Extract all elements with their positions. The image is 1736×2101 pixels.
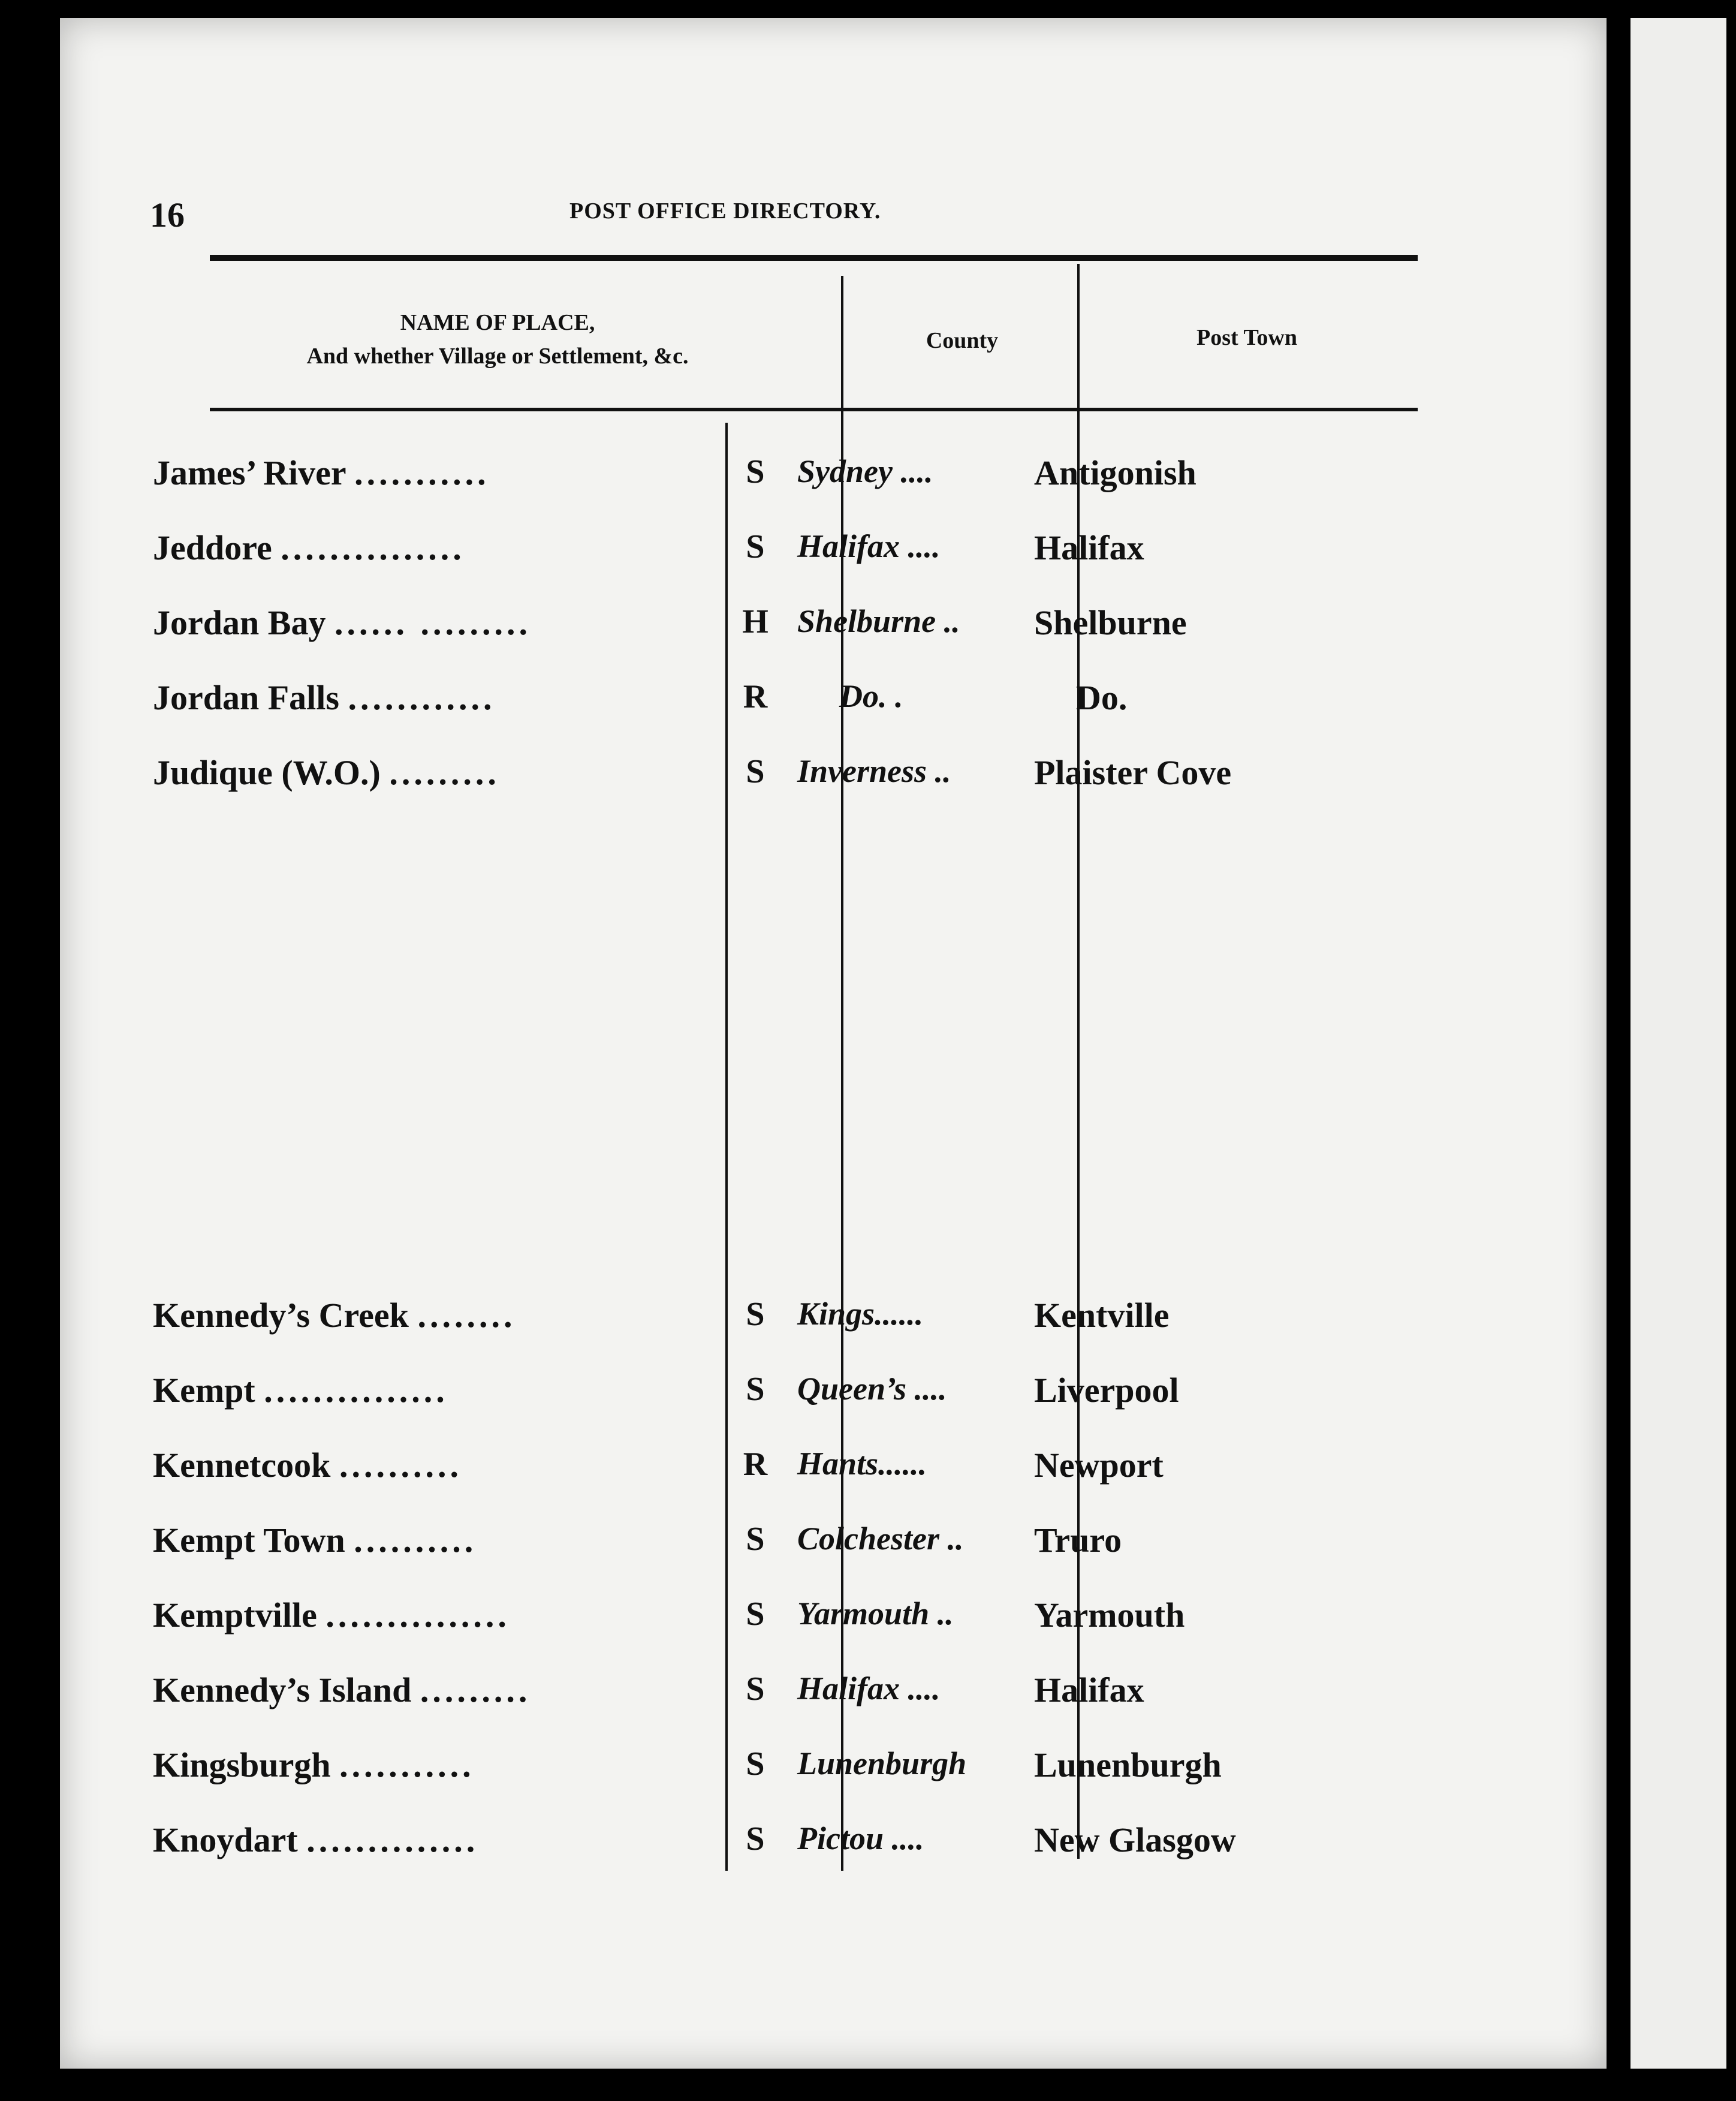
running-head: POST OFFICE DIRECTORY. xyxy=(569,198,881,224)
place-post-town: Lunenburgh xyxy=(1034,1745,1222,1784)
place-post-town: Plaister Cove xyxy=(1034,753,1232,792)
place-post-town: Do. xyxy=(1076,678,1128,717)
place-name: Jeddore ............... xyxy=(153,528,465,567)
table-row xyxy=(0,1820,1736,1880)
header-post-town: Post Town xyxy=(1196,325,1297,350)
table-row xyxy=(0,1745,1736,1805)
header-county: County xyxy=(926,328,999,353)
table-row xyxy=(0,1670,1736,1730)
place-post-town: Antigonish xyxy=(1034,453,1196,492)
page-number: 16 xyxy=(150,195,185,234)
place-class: R xyxy=(743,1446,768,1483)
place-class: S xyxy=(746,1670,765,1708)
place-post-town: Liverpool xyxy=(1034,1371,1179,1410)
top-thick-rule xyxy=(210,255,1418,261)
place-class: S xyxy=(746,1820,765,1858)
place-name: Judique (W.O.) ......... xyxy=(153,753,500,792)
place-county: Shelburne .. xyxy=(797,603,960,639)
place-name: Kempt Town .......... xyxy=(153,1521,477,1560)
place-class: H xyxy=(742,603,768,640)
place-post-town: Halifax xyxy=(1034,528,1144,567)
place-name: Jordan Falls ............ xyxy=(153,678,496,717)
header-name-of-place xyxy=(240,306,755,373)
header-name-line1: NAME OF PLACE, xyxy=(400,310,595,335)
place-county: Pictou .... xyxy=(797,1820,924,1856)
place-name: Kennedy’s Island ......... xyxy=(153,1670,531,1709)
place-name: Jordan Bay ...... ......... xyxy=(153,603,531,642)
table-row xyxy=(0,453,1736,513)
place-post-town: Halifax xyxy=(1034,1670,1144,1709)
place-county: Queen’s .... xyxy=(797,1371,947,1407)
table-row xyxy=(0,603,1736,663)
table-row xyxy=(0,1445,1736,1505)
place-name: Knoydart .............. xyxy=(153,1820,479,1859)
place-class: S xyxy=(746,1296,765,1333)
place-county: Halifax .... xyxy=(797,528,941,564)
table-row xyxy=(0,1370,1736,1430)
table-row xyxy=(0,678,1736,738)
header-bottom-rule xyxy=(210,408,1418,411)
place-name: Kemptville ............... xyxy=(153,1596,510,1635)
place-county: Yarmouth .. xyxy=(797,1596,954,1632)
place-name: James’ River ........... xyxy=(153,453,490,492)
place-post-town: Truro xyxy=(1034,1521,1122,1560)
place-county: Lunenburgh xyxy=(797,1745,967,1781)
place-county: Halifax .... xyxy=(797,1670,941,1706)
table-row xyxy=(0,1595,1736,1655)
place-class: S xyxy=(746,528,765,565)
place-name: Kennetcook .......... xyxy=(153,1446,462,1485)
place-class: S xyxy=(746,753,765,790)
table-row xyxy=(0,752,1736,812)
place-post-town: Newport xyxy=(1034,1446,1164,1485)
place-county: Kings...... xyxy=(797,1296,924,1332)
place-post-town: New Glasgow xyxy=(1034,1820,1236,1859)
table-row xyxy=(0,1520,1736,1580)
place-name: Kingsburgh ........... xyxy=(153,1745,475,1784)
place-name: Kennedy’s Creek ........ xyxy=(153,1296,516,1335)
place-county: Colchester .. xyxy=(797,1521,964,1557)
place-post-town: Yarmouth xyxy=(1034,1596,1185,1635)
place-class: R xyxy=(743,678,768,715)
header-name-line2: And whether Village or Settlement, &c. xyxy=(306,344,689,369)
place-county: Hants...... xyxy=(797,1446,927,1482)
place-class: S xyxy=(746,1521,765,1558)
place-post-town: Kentville xyxy=(1034,1296,1170,1335)
place-class: S xyxy=(746,453,765,490)
table-row xyxy=(0,1295,1736,1355)
place-county: Sydney .... xyxy=(797,453,933,489)
place-post-town: Shelburne xyxy=(1034,603,1187,642)
place-class: S xyxy=(746,1745,765,1783)
table-row xyxy=(0,528,1736,588)
place-class: S xyxy=(746,1596,765,1633)
place-name: Kempt ............... xyxy=(153,1371,448,1410)
place-county: Do. . xyxy=(839,678,903,714)
place-class: S xyxy=(746,1371,765,1408)
place-county: Inverness .. xyxy=(797,753,951,789)
